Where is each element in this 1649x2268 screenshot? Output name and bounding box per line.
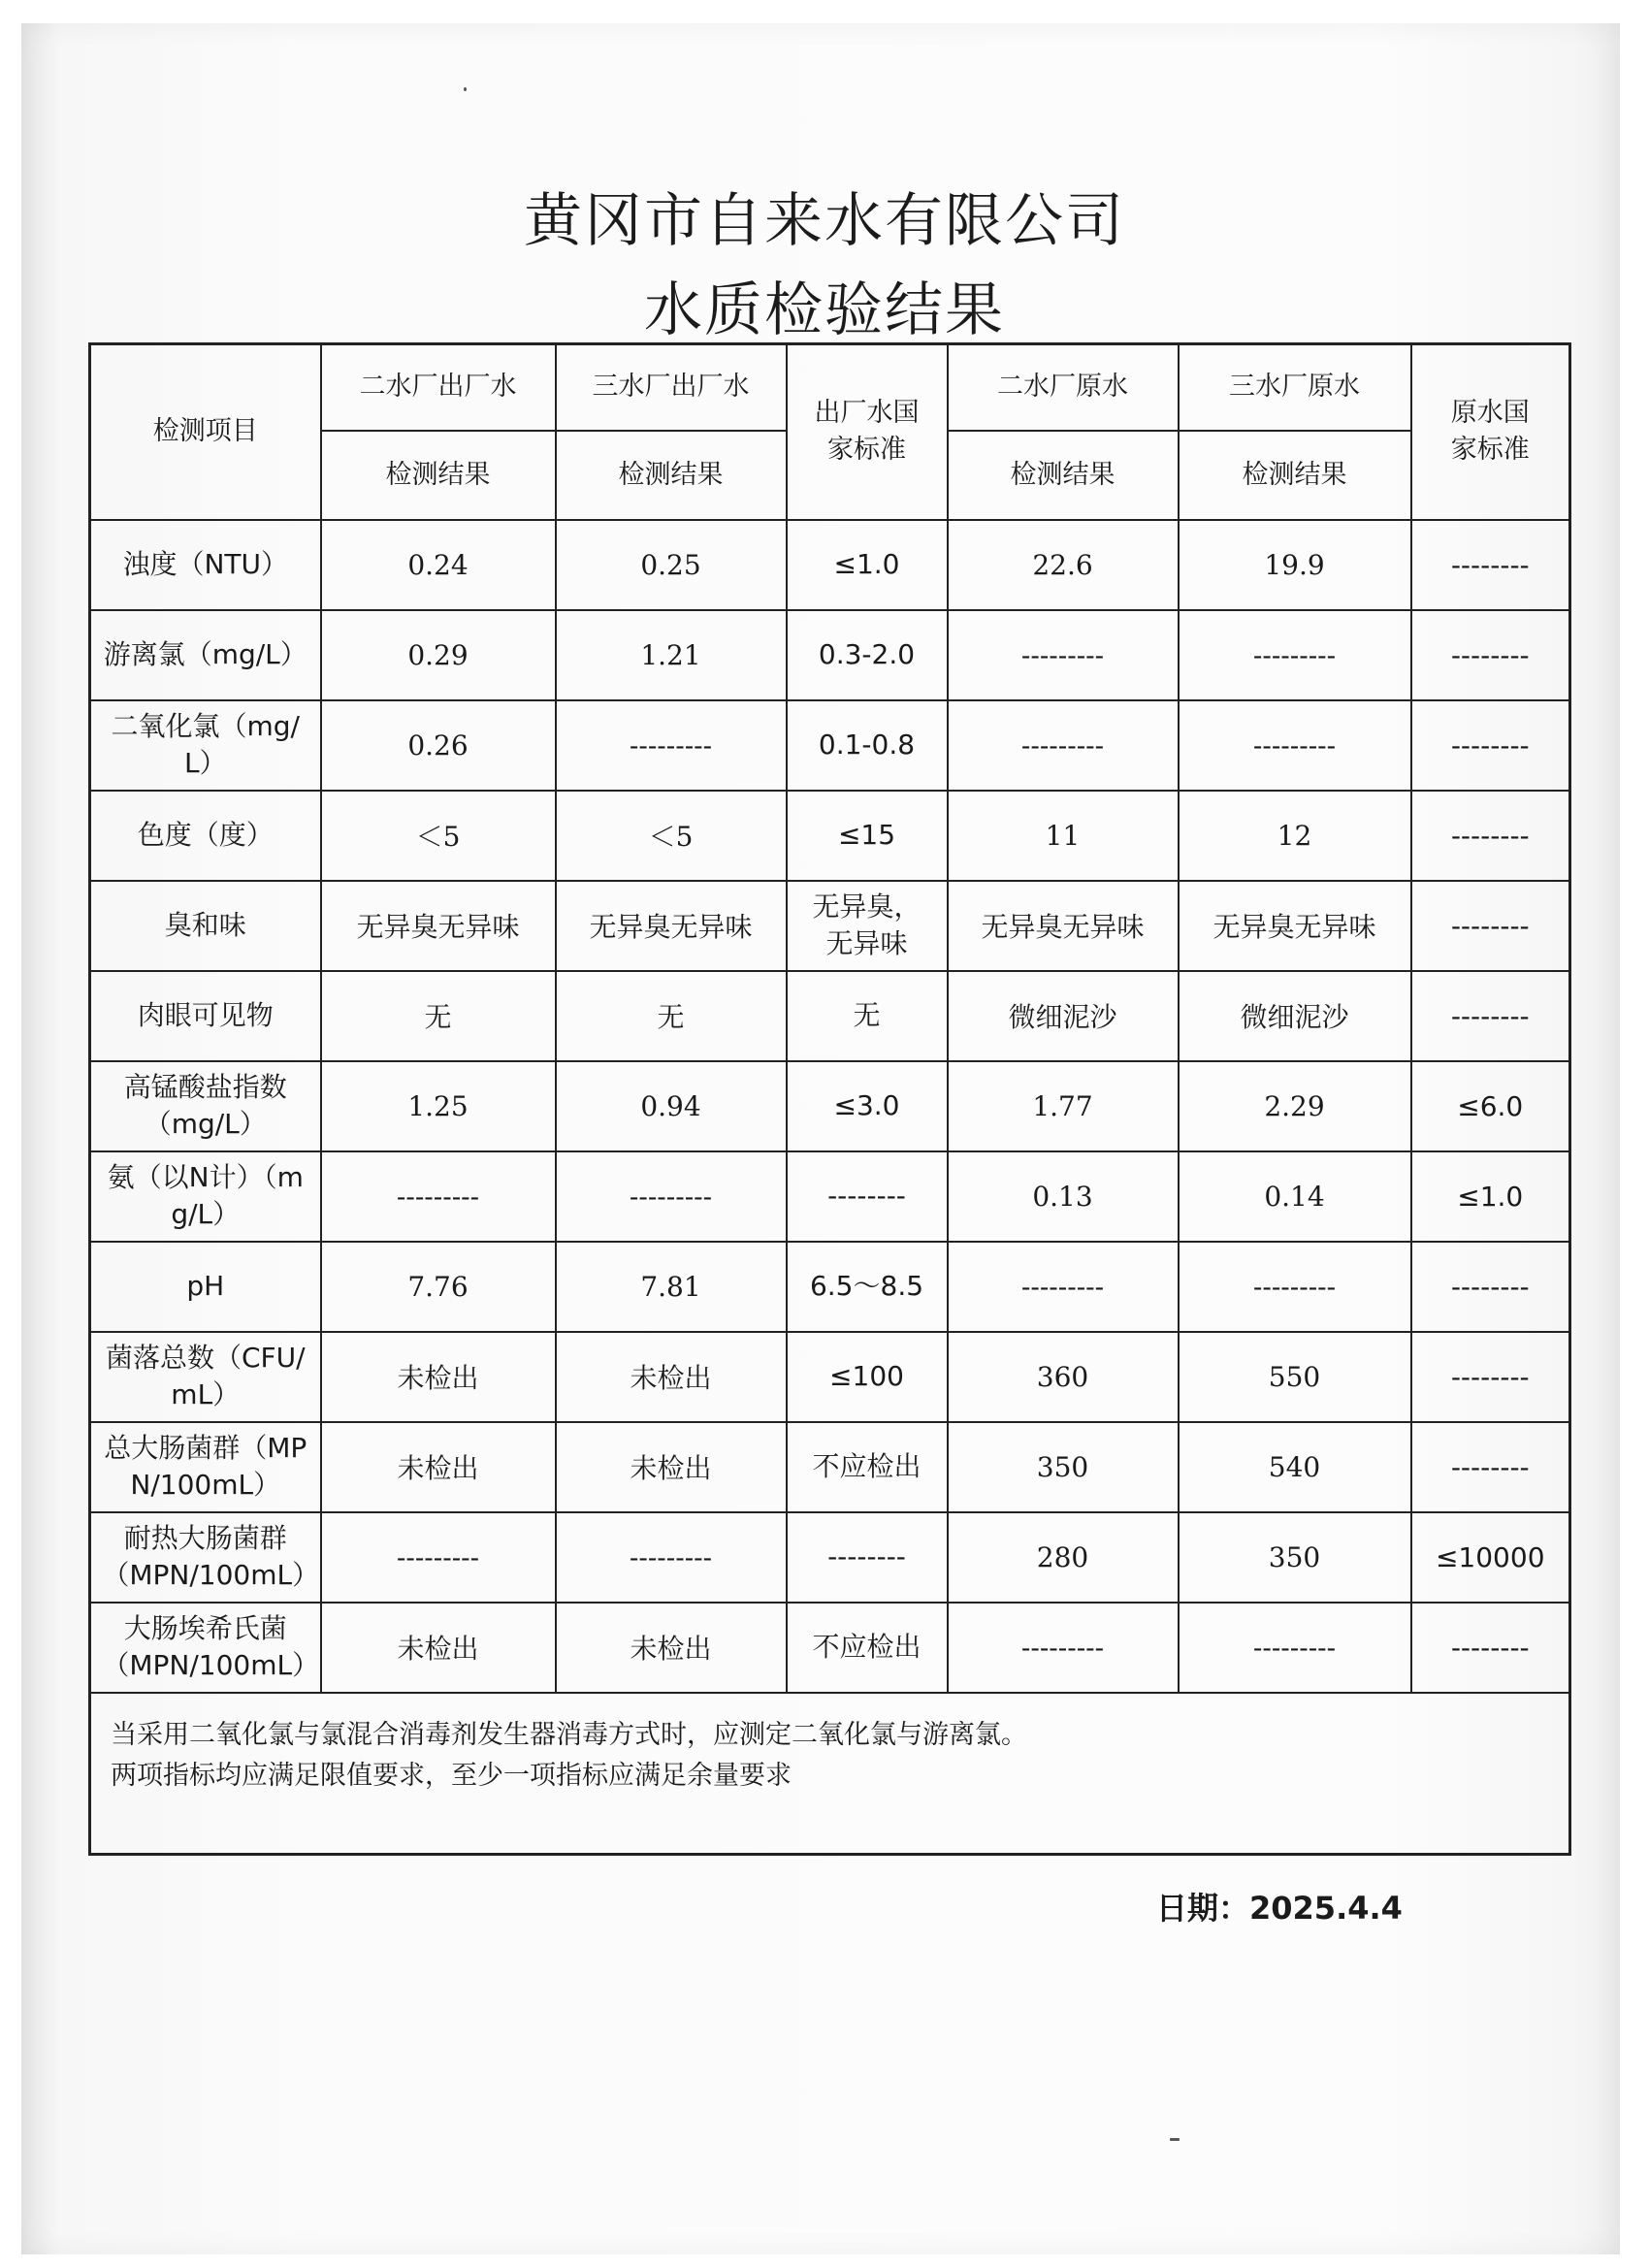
outlet-standard <box>787 1061 948 1151</box>
header-row-top <box>90 344 1570 431</box>
table-row <box>90 1603 1570 1693</box>
item-cell-text: 总大肠菌群（MPN/100mL） <box>104 1432 307 1501</box>
item-cell-text: 氨（以N计）（mg/L） <box>107 1161 304 1230</box>
item-cell <box>90 1151 321 1242</box>
outlet-standard-text: 0.3-2.0 <box>818 638 916 670</box>
outlet-standard-text: ≤3.0 <box>833 1089 900 1121</box>
plant2-raw-result-text: 360 <box>1036 1360 1089 1393</box>
item-cell-text: 二氧化氯（mg/L） <box>111 710 300 779</box>
plant2-raw-result <box>948 1422 1179 1512</box>
plant2-raw-result-text: --------- <box>1020 729 1105 761</box>
item-cell <box>90 1061 321 1151</box>
plant2-raw-result <box>948 520 1179 610</box>
plant2-raw-result-text: 0.13 <box>1032 1180 1093 1213</box>
header-raw-standard-label: 原水国家标准 <box>1450 398 1530 466</box>
item-cell-text: 大肠埃希氏菌（MPN/100mL） <box>102 1612 320 1681</box>
plant3-raw-result-text: 12 <box>1277 819 1312 852</box>
header-plant3-outlet: 三水厂出厂水 <box>556 344 787 431</box>
plant2-raw-result-text: --------- <box>1020 1631 1105 1664</box>
plant3-outlet-result-text: 无异臭无异味 <box>589 911 753 943</box>
raw-standard-text: -------- <box>1450 1450 1530 1483</box>
plant3-raw-result-text: 微细泥沙 <box>1240 1001 1349 1033</box>
item-cell <box>90 1332 321 1422</box>
table-row <box>90 1061 1570 1151</box>
plant3-outlet-result-text: --------- <box>629 1540 713 1573</box>
outlet-standard-text: 不应检出 <box>812 1631 922 1663</box>
item-cell <box>90 1512 321 1603</box>
outlet-standard-text: -------- <box>827 1180 906 1212</box>
raw-standard <box>1411 881 1570 971</box>
plant2-raw-result-text: --------- <box>1020 638 1105 671</box>
plant2-outlet-result <box>321 1151 556 1242</box>
raw-standard <box>1411 700 1570 791</box>
plant2-outlet-result <box>321 1332 556 1422</box>
outlet-standard <box>787 1151 948 1242</box>
item-cell <box>90 1242 321 1332</box>
raw-standard-text: ≤6.0 <box>1457 1089 1524 1122</box>
plant2-raw-result <box>948 1061 1179 1151</box>
plant2-raw-result <box>948 971 1179 1061</box>
item-cell <box>90 1422 321 1512</box>
plant3-raw-result <box>1179 1512 1411 1603</box>
outlet-standard-text: 6.5～8.5 <box>809 1270 924 1302</box>
outlet-standard <box>787 1603 948 1693</box>
outlet-standard <box>787 1332 948 1422</box>
item-cell-text: 色度（度） <box>137 819 274 851</box>
plant2-raw-result <box>948 700 1179 791</box>
plant2-outlet-result-text: 7.76 <box>407 1270 469 1303</box>
plant3-raw-result <box>1179 791 1411 881</box>
plant3-raw-result <box>1179 1603 1411 1693</box>
header-result: 检测结果 <box>556 431 787 520</box>
raw-standard-text: ≤10000 <box>1435 1540 1545 1573</box>
raw-standard <box>1411 1603 1570 1693</box>
water-quality-table <box>88 342 1571 1856</box>
plant3-raw-result <box>1179 700 1411 791</box>
plant2-outlet-result <box>321 1512 556 1603</box>
raw-standard-text: -------- <box>1450 638 1530 671</box>
plant3-raw-result <box>1179 520 1411 610</box>
outlet-standard-text: 0.1-0.8 <box>818 729 916 761</box>
outlet-standard-text: ≤1.0 <box>833 548 900 580</box>
table-row <box>90 1422 1570 1512</box>
plant2-outlet-result <box>321 610 556 700</box>
raw-standard <box>1411 1332 1570 1422</box>
plant2-raw-result-text: 280 <box>1036 1540 1089 1573</box>
item-cell-text: pH <box>186 1270 225 1302</box>
plant3-raw-result-text: --------- <box>1252 638 1337 671</box>
raw-standard-text: -------- <box>1450 1360 1530 1393</box>
plant3-raw-result-text: 350 <box>1268 1540 1321 1573</box>
plant3-raw-result-text: --------- <box>1252 1631 1337 1664</box>
plant3-outlet-result <box>556 881 787 971</box>
header-raw-standard <box>1411 344 1570 520</box>
item-cell-text: 浊度（NTU） <box>122 548 289 580</box>
plant3-raw-result <box>1179 1332 1411 1422</box>
plant3-outlet-result <box>556 1242 787 1332</box>
plant3-raw-result <box>1179 971 1411 1061</box>
plant3-outlet-result <box>556 1512 787 1603</box>
plant3-outlet-result-text: 1.21 <box>640 638 701 671</box>
plant2-raw-result <box>948 881 1179 971</box>
plant2-raw-result <box>948 1603 1179 1693</box>
plant3-outlet-result-text: 未检出 <box>630 1452 712 1484</box>
header-item: 检测项目 <box>90 344 321 520</box>
outlet-standard-text: 不应检出 <box>812 1450 922 1482</box>
plant3-outlet-result-text: 未检出 <box>630 1362 712 1394</box>
plant3-raw-result <box>1179 610 1411 700</box>
plant2-outlet-result-text: 无 <box>424 1001 452 1033</box>
plant3-outlet-result <box>556 1603 787 1693</box>
plant2-raw-result-text: 350 <box>1036 1450 1089 1483</box>
outlet-standard <box>787 520 948 610</box>
outlet-standard-text: ≤100 <box>829 1360 904 1392</box>
plant3-outlet-result-text: 未检出 <box>630 1633 712 1665</box>
plant2-outlet-result-text: 0.26 <box>407 729 469 761</box>
plant3-outlet-result-text: 0.94 <box>640 1089 701 1122</box>
outlet-standard-text: 无 <box>853 999 881 1031</box>
table-row <box>90 610 1570 700</box>
item-cell-text: 游离氯（mg/L） <box>103 638 307 670</box>
table-row <box>90 791 1570 881</box>
item-cell-text: 菌落总数（CFU/mL） <box>105 1342 306 1410</box>
item-cell-text: 肉眼可见物 <box>137 999 274 1031</box>
plant2-outlet-result <box>321 700 556 791</box>
raw-standard <box>1411 520 1570 610</box>
outlet-standard <box>787 971 948 1061</box>
plant3-raw-result <box>1179 1242 1411 1332</box>
raw-standard <box>1411 1061 1570 1151</box>
plant2-outlet-result-text: ＜5 <box>415 821 461 853</box>
plant3-outlet-result-text: 无 <box>657 1001 685 1033</box>
plant3-outlet-result <box>556 1422 787 1512</box>
plant2-outlet-result <box>321 881 556 971</box>
plant2-raw-result-text: 11 <box>1045 819 1081 852</box>
plant2-raw-result <box>948 791 1179 881</box>
outlet-standard <box>787 881 948 971</box>
plant2-raw-result <box>948 1242 1179 1332</box>
header-outlet-standard-label: 出厂水国家标准 <box>814 398 920 466</box>
raw-standard-text: -------- <box>1450 729 1530 761</box>
plant2-outlet-result <box>321 971 556 1061</box>
raw-standard-text: -------- <box>1450 1631 1530 1664</box>
plant3-outlet-result-text: ＜5 <box>648 821 694 853</box>
plant2-raw-result <box>948 1151 1179 1242</box>
header-outlet-standard <box>787 344 948 520</box>
outlet-standard-text: -------- <box>827 1540 906 1572</box>
raw-standard-text: ≤1.0 <box>1457 1180 1524 1213</box>
plant3-outlet-result <box>556 1332 787 1422</box>
plant2-outlet-result-text: 未检出 <box>397 1362 479 1394</box>
raw-standard <box>1411 1242 1570 1332</box>
plant2-raw-result-text: 无异臭无异味 <box>981 911 1145 943</box>
plant3-outlet-result <box>556 791 787 881</box>
item-cell <box>90 520 321 610</box>
outlet-standard-text: 无异臭，无异味 <box>812 891 922 959</box>
raw-standard <box>1411 610 1570 700</box>
note-line-2: 两项指标均应满足限值要求，至少一项指标应满足余量要求 <box>111 1760 792 1791</box>
outlet-standard-text: ≤15 <box>837 819 896 851</box>
raw-standard <box>1411 1422 1570 1512</box>
scan-speck <box>1170 2138 1180 2141</box>
item-cell <box>90 700 321 791</box>
table-row <box>90 1242 1570 1332</box>
plant2-raw-result-text: 微细泥沙 <box>1008 1001 1117 1033</box>
plant3-outlet-result <box>556 700 787 791</box>
item-cell <box>90 971 321 1061</box>
plant3-raw-result-text: --------- <box>1252 729 1337 761</box>
plant2-outlet-result-text: 未检出 <box>397 1452 479 1484</box>
note-row <box>90 1693 1570 1855</box>
plant3-outlet-result-text: --------- <box>629 729 713 761</box>
plant2-outlet-result <box>321 520 556 610</box>
item-cell-text: 高锰酸盐指数（mg/L） <box>123 1071 287 1140</box>
scan-speck <box>464 87 467 91</box>
raw-standard <box>1411 1512 1570 1603</box>
raw-standard-text: -------- <box>1450 819 1530 852</box>
report-title: 水质检验结果 <box>644 276 1005 344</box>
plant3-outlet-result <box>556 610 787 700</box>
plant2-outlet-result <box>321 791 556 881</box>
header-plant2-outlet: 二水厂出厂水 <box>321 344 556 431</box>
plant3-outlet-result <box>556 1061 787 1151</box>
plant2-outlet-result-text: 0.24 <box>407 548 469 581</box>
plant2-outlet-result <box>321 1603 556 1693</box>
report-date: 日期：2025.4.4 <box>1156 1890 1403 1927</box>
table-row <box>90 1332 1570 1422</box>
table-row <box>90 881 1570 971</box>
raw-standard-text: -------- <box>1450 1270 1530 1303</box>
plant3-raw-result-text: 无异臭无异味 <box>1212 911 1376 943</box>
plant3-outlet-result <box>556 1151 787 1242</box>
note-cell <box>90 1693 1570 1855</box>
raw-standard-text: -------- <box>1450 909 1530 942</box>
plant2-raw-result-text: 22.6 <box>1032 548 1093 581</box>
header-result: 检测结果 <box>321 431 556 520</box>
plant2-raw-result-text: 1.77 <box>1032 1089 1093 1122</box>
outlet-standard <box>787 1422 948 1512</box>
raw-standard <box>1411 971 1570 1061</box>
table-row <box>90 700 1570 791</box>
table-row <box>90 971 1570 1061</box>
item-cell-text: 耐热大肠菌群（MPN/100mL） <box>102 1522 320 1591</box>
plant3-raw-result <box>1179 1061 1411 1151</box>
plant2-outlet-result-text: 无异臭无异味 <box>356 911 520 943</box>
raw-standard-text: -------- <box>1450 999 1530 1032</box>
item-cell-text: 臭和味 <box>164 909 246 941</box>
plant2-outlet-result-text: --------- <box>396 1540 480 1573</box>
plant2-raw-result <box>948 1332 1179 1422</box>
header-result: 检测结果 <box>948 431 1179 520</box>
plant2-outlet-result-text: 0.29 <box>407 638 469 671</box>
table-row <box>90 520 1570 610</box>
plant3-raw-result-text: 540 <box>1268 1450 1321 1483</box>
plant3-raw-result-text: 2.29 <box>1264 1089 1325 1122</box>
item-cell <box>90 881 321 971</box>
plant2-outlet-result <box>321 1242 556 1332</box>
plant2-outlet-result-text: 未检出 <box>397 1633 479 1665</box>
table-row <box>90 1512 1570 1603</box>
plant3-outlet-result-text: 0.25 <box>640 548 701 581</box>
header-plant2-raw: 二水厂原水 <box>948 344 1179 431</box>
note-line-1: 当采用二氧化氯与氯混合消毒剂发生器消毒方式时，应测定二氧化氯与游离氯。 <box>111 1719 1027 1750</box>
plant3-raw-result-text: 0.14 <box>1264 1180 1325 1213</box>
plant2-raw-result <box>948 610 1179 700</box>
plant2-outlet-result <box>321 1061 556 1151</box>
plant2-raw-result-text: --------- <box>1020 1270 1105 1303</box>
table-row <box>90 1151 1570 1242</box>
plant2-outlet-result-text: --------- <box>396 1180 480 1213</box>
outlet-standard <box>787 1242 948 1332</box>
outlet-standard <box>787 1512 948 1603</box>
plant3-raw-result-text: --------- <box>1252 1270 1337 1303</box>
plant3-outlet-result-text: 7.81 <box>640 1270 701 1303</box>
outlet-standard <box>787 700 948 791</box>
raw-standard-text: -------- <box>1450 548 1530 581</box>
header-plant3-raw: 三水厂原水 <box>1179 344 1411 431</box>
item-cell <box>90 610 321 700</box>
plant3-outlet-result <box>556 971 787 1061</box>
plant2-outlet-result-text: 1.25 <box>407 1089 469 1122</box>
plant2-outlet-result <box>321 1422 556 1512</box>
plant3-raw-result <box>1179 881 1411 971</box>
plant3-raw-result <box>1179 1151 1411 1242</box>
outlet-standard <box>787 610 948 700</box>
plant3-outlet-result <box>556 520 787 610</box>
plant3-raw-result-text: 19.9 <box>1264 548 1325 581</box>
item-cell <box>90 1603 321 1693</box>
plant2-raw-result <box>948 1512 1179 1603</box>
company-title: 黄冈市自来水有限公司 <box>524 187 1125 255</box>
header-result: 检测结果 <box>1179 431 1411 520</box>
plant3-raw-result <box>1179 1422 1411 1512</box>
plant3-outlet-result-text: --------- <box>629 1180 713 1213</box>
item-cell <box>90 791 321 881</box>
raw-standard <box>1411 1151 1570 1242</box>
raw-standard <box>1411 791 1570 881</box>
outlet-standard <box>787 791 948 881</box>
plant3-raw-result-text: 550 <box>1268 1360 1321 1393</box>
